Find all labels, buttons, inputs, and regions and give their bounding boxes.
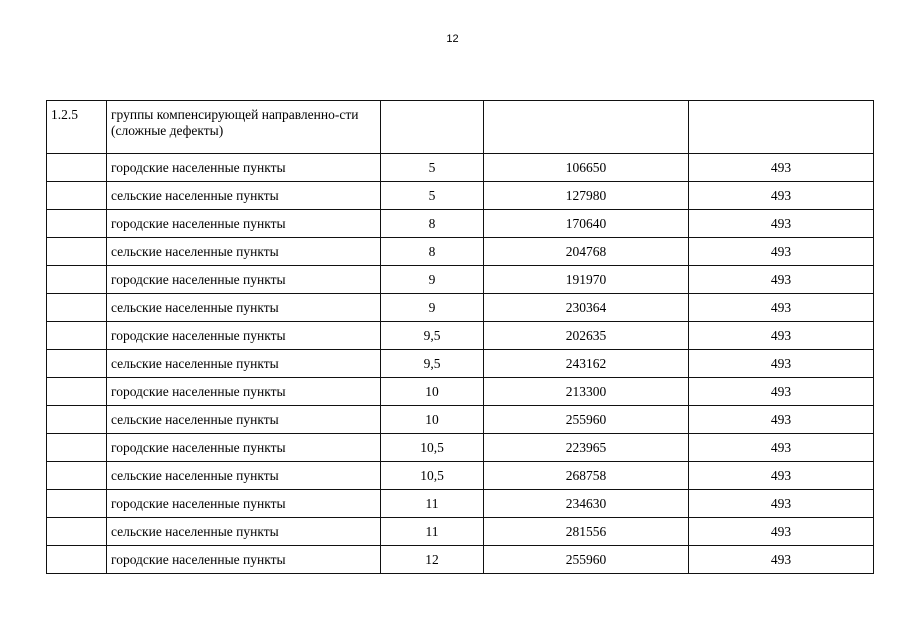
settlement-type-cell: городские населенные пункты — [107, 434, 381, 462]
value1-cell: 9 — [381, 266, 484, 294]
value2-cell: 127980 — [484, 182, 689, 210]
value2-cell: 213300 — [484, 378, 689, 406]
table-row — [47, 182, 874, 210]
value3-cell: 493 — [689, 406, 874, 434]
settlement-type-cell: городские населенные пункты — [107, 322, 381, 350]
row-number-cell — [47, 490, 107, 518]
value1-cell: 9 — [381, 294, 484, 322]
settlement-type-cell: городские населенные пункты — [107, 546, 381, 574]
value1-cell: 10,5 — [381, 462, 484, 490]
row-number-cell — [47, 462, 107, 490]
row-number-cell — [47, 154, 107, 182]
value2-cell: 268758 — [484, 462, 689, 490]
table-row — [47, 266, 874, 294]
table-row — [47, 238, 874, 266]
table-row — [47, 350, 874, 378]
row-number-cell — [47, 322, 107, 350]
value3-cell: 493 — [689, 238, 874, 266]
row-number-cell — [47, 238, 107, 266]
value1-cell: 11 — [381, 490, 484, 518]
row-number-cell — [47, 294, 107, 322]
value1-cell: 9,5 — [381, 350, 484, 378]
value2-cell: 204768 — [484, 238, 689, 266]
value3-cell: 493 — [689, 434, 874, 462]
table-row — [47, 378, 874, 406]
value1-cell: 8 — [381, 210, 484, 238]
row-number-cell — [47, 350, 107, 378]
value2-cell: 281556 — [484, 518, 689, 546]
settlement-type-cell: городские населенные пункты — [107, 378, 381, 406]
value2-cell: 106650 — [484, 154, 689, 182]
value2-cell: 170640 — [484, 210, 689, 238]
value1-cell: 10 — [381, 378, 484, 406]
value1-cell: 11 — [381, 518, 484, 546]
table-row — [47, 322, 874, 350]
settlement-type-cell: сельские населенные пункты — [107, 518, 381, 546]
value2-cell: 243162 — [484, 350, 689, 378]
value3-cell: 493 — [689, 490, 874, 518]
row-number-cell — [47, 378, 107, 406]
value3-cell: 493 — [689, 154, 874, 182]
value1-cell: 12 — [381, 546, 484, 574]
table-row — [47, 210, 874, 238]
value2-cell: 191970 — [484, 266, 689, 294]
section-cell-5 — [689, 101, 874, 154]
value3-cell: 493 — [689, 378, 874, 406]
value1-cell: 5 — [381, 154, 484, 182]
row-number-cell — [47, 546, 107, 574]
row-number-cell — [47, 518, 107, 546]
value3-cell: 493 — [689, 518, 874, 546]
value3-cell: 493 — [689, 462, 874, 490]
value2-cell: 255960 — [484, 406, 689, 434]
settlement-type-cell: сельские населенные пункты — [107, 406, 381, 434]
value1-cell: 10,5 — [381, 434, 484, 462]
value1-cell: 8 — [381, 238, 484, 266]
table-row — [47, 154, 874, 182]
value3-cell: 493 — [689, 546, 874, 574]
section-title: группы компенсирующей направленно-сти (сложные дефекты) — [107, 101, 381, 154]
settlement-type-cell: городские населенные пункты — [107, 210, 381, 238]
table-row — [47, 490, 874, 518]
value3-cell: 493 — [689, 350, 874, 378]
section-cell-4 — [484, 101, 689, 154]
row-number-cell — [47, 210, 107, 238]
section-cell-3 — [381, 101, 484, 154]
row-number-cell — [47, 434, 107, 462]
row-number-cell — [47, 182, 107, 210]
page-number: 12 — [446, 33, 459, 45]
settlement-type-cell: сельские населенные пункты — [107, 182, 381, 210]
row-number-cell — [47, 266, 107, 294]
value2-cell: 255960 — [484, 546, 689, 574]
value2-cell: 230364 — [484, 294, 689, 322]
settlement-type-cell: городские населенные пункты — [107, 266, 381, 294]
settlement-type-cell: сельские населенные пункты — [107, 294, 381, 322]
value3-cell: 493 — [689, 182, 874, 210]
table-row — [47, 546, 874, 574]
settlement-type-cell: сельские населенные пункты — [107, 350, 381, 378]
table-row — [47, 434, 874, 462]
value1-cell: 9,5 — [381, 322, 484, 350]
settlement-type-cell: сельские населенные пункты — [107, 238, 381, 266]
value2-cell: 202635 — [484, 322, 689, 350]
data-table — [46, 100, 874, 574]
value2-cell: 234630 — [484, 490, 689, 518]
table-row — [47, 294, 874, 322]
value3-cell: 493 — [689, 266, 874, 294]
table-body — [47, 101, 874, 574]
table-row — [47, 406, 874, 434]
value3-cell: 493 — [689, 294, 874, 322]
table-section-row — [47, 101, 874, 154]
value3-cell: 493 — [689, 210, 874, 238]
value3-cell: 493 — [689, 322, 874, 350]
settlement-type-cell: городские населенные пункты — [107, 154, 381, 182]
value2-cell: 223965 — [484, 434, 689, 462]
section-number: 1.2.5 — [47, 101, 107, 154]
value1-cell: 5 — [381, 182, 484, 210]
table-row — [47, 462, 874, 490]
settlement-type-cell: городские населенные пункты — [107, 490, 381, 518]
settlement-type-cell: сельские населенные пункты — [107, 462, 381, 490]
row-number-cell — [47, 406, 107, 434]
table-row — [47, 518, 874, 546]
value1-cell: 10 — [381, 406, 484, 434]
